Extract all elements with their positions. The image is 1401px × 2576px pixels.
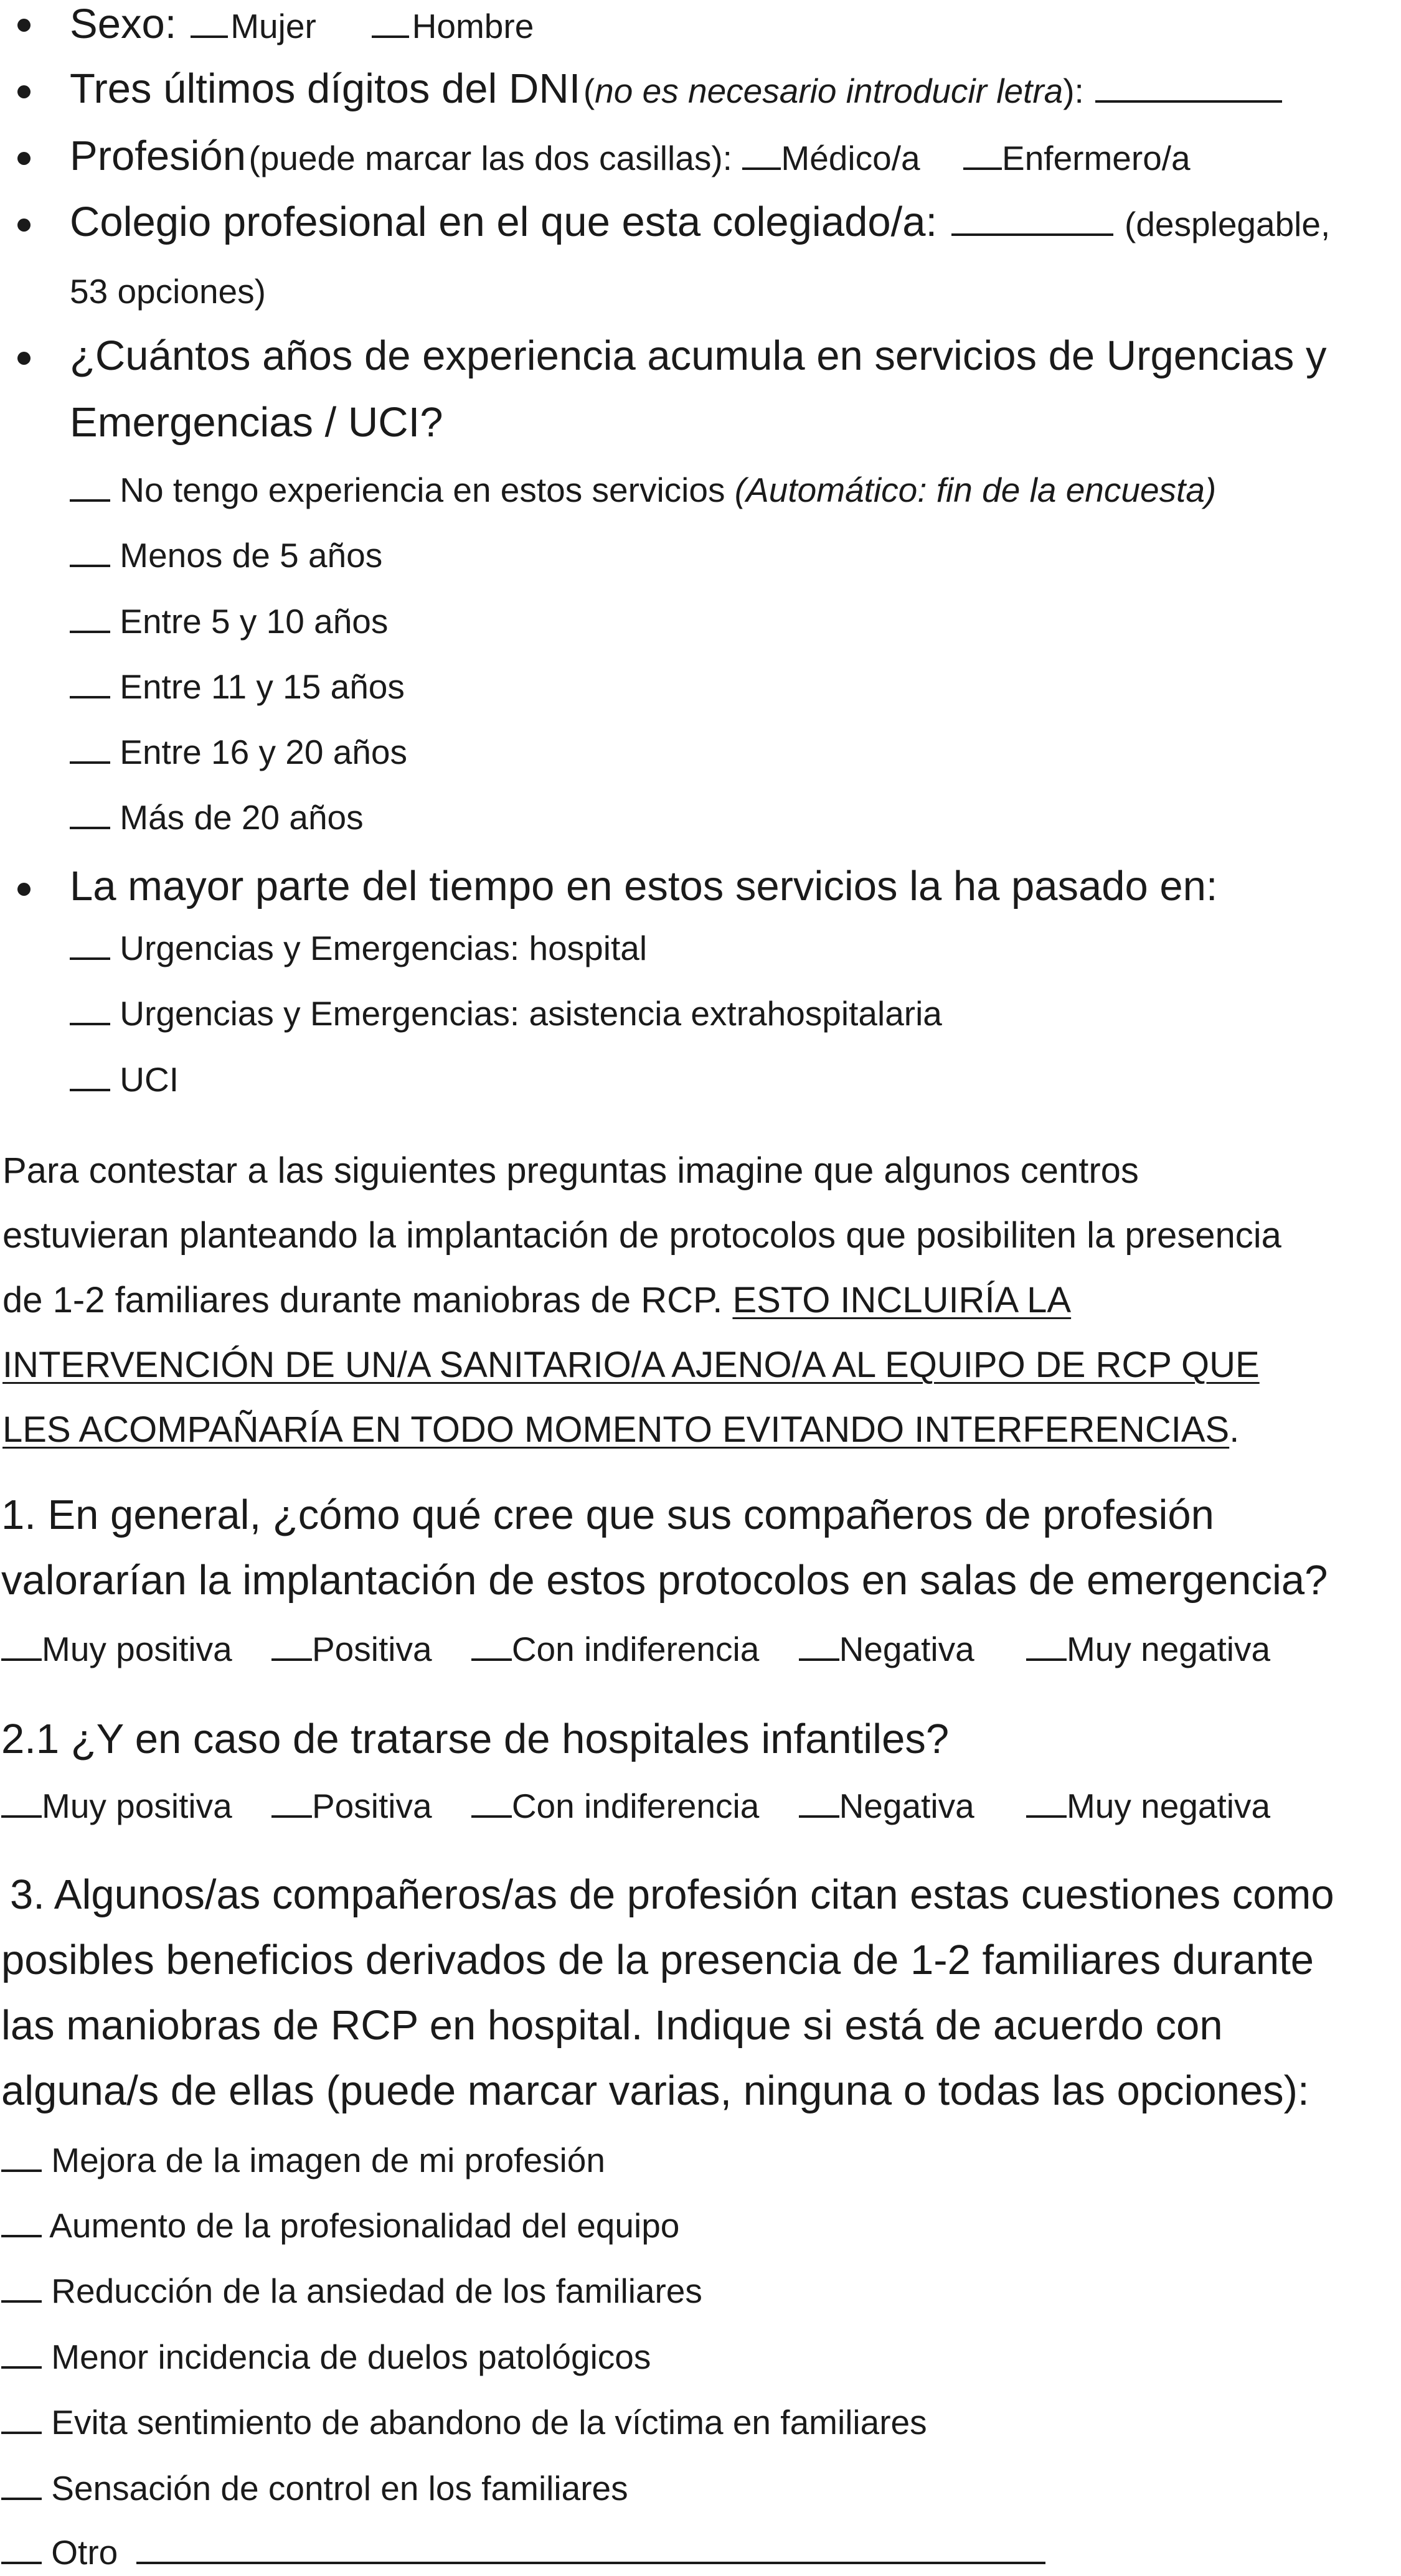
experience-option-label: Menos de 5 años xyxy=(120,536,383,575)
bullet xyxy=(17,883,31,896)
intro-line: Para contestar a las siguientes preguntas imagine que algunos centros xyxy=(2,1150,1139,1191)
q2-option[interactable]: Positiva xyxy=(311,1787,432,1825)
q2-option[interactable]: Negativa xyxy=(839,1787,974,1825)
q1-option[interactable]: Negativa xyxy=(839,1630,974,1668)
q3-option[interactable] xyxy=(1,2402,927,2442)
experience-option[interactable] xyxy=(70,601,388,641)
intro-period: . xyxy=(1229,1409,1240,1450)
q3-text: posibles beneficios derivados de la presencia de 1-2 familiares durante xyxy=(1,1937,1314,1983)
profession-label: Profesión xyxy=(70,133,247,179)
checkbox-blank[interactable] xyxy=(1,1631,42,1661)
service-option[interactable] xyxy=(70,1060,179,1099)
dni-input[interactable] xyxy=(1095,92,1282,103)
bullet xyxy=(17,219,31,232)
service-question: La mayor parte del tiempo en estos servicios la ha pasado en: xyxy=(70,863,1218,910)
q3-option-label: Aumento de la profesionalidad del equipo xyxy=(49,2206,680,2245)
q3-text: alguna/s de ellas (puede marcar varias, ninguna o todas las opciones): xyxy=(1,2067,1309,2114)
experience-auto-note: (Automático: fin de la encuesta) xyxy=(734,471,1217,509)
q1-option[interactable]: Muy positiva xyxy=(42,1630,232,1668)
intro-emphasis: ESTO INCLUIRÍA LA xyxy=(732,1280,1072,1320)
checkbox-blank[interactable] xyxy=(1026,1631,1067,1661)
dni-item: Tres últimos dígitos del DNI (no es necesario introducir letra): xyxy=(70,65,1282,113)
experience-option[interactable] xyxy=(70,732,407,772)
q2-options xyxy=(1,1786,1270,1826)
checkbox-blank[interactable] xyxy=(70,537,110,567)
sex-label: Sexo: xyxy=(70,1,177,47)
q2-option[interactable]: Con indiferencia xyxy=(511,1787,760,1825)
experience-option-label: Más de 20 años xyxy=(120,798,364,837)
q3-option-label: Otro xyxy=(51,2533,118,2572)
profession-blank-medico[interactable] xyxy=(742,159,781,170)
intro-line xyxy=(2,1409,1239,1450)
checkbox-blank[interactable] xyxy=(1,2207,42,2237)
q2-option[interactable]: Muy negativa xyxy=(1066,1787,1271,1825)
profession-blank-enfermero[interactable] xyxy=(963,159,1002,170)
checkbox-blank[interactable] xyxy=(70,995,110,1025)
college-note: (desplegable, xyxy=(1125,205,1331,243)
sex-blank-hombre[interactable] xyxy=(372,27,409,38)
checkbox-blank[interactable] xyxy=(1026,1788,1067,1818)
checkbox-blank[interactable] xyxy=(471,1788,512,1818)
service-option[interactable] xyxy=(70,994,942,1033)
bullet xyxy=(17,352,31,365)
bullet xyxy=(17,85,31,98)
college-dropdown[interactable] xyxy=(951,225,1113,236)
q3-option-label: Mejora de la imagen de mi profesión xyxy=(51,2141,605,2179)
checkbox-blank[interactable] xyxy=(70,603,110,633)
checkbox-blank[interactable] xyxy=(1,1788,42,1818)
q3-option[interactable] xyxy=(1,2206,679,2245)
checkbox-blank[interactable] xyxy=(70,930,110,960)
q1-text: valorarían la implantación de estos protocolos en salas de emergencia? xyxy=(1,1557,1328,1604)
bullet xyxy=(17,152,31,165)
q1-option[interactable]: Muy negativa xyxy=(1066,1630,1271,1668)
dni-note: no es necesario introducir letra xyxy=(595,72,1064,110)
sex-option-hombre: Hombre xyxy=(412,7,534,45)
intro-line xyxy=(2,1279,1071,1321)
profession-item xyxy=(70,132,1191,180)
experience-option-label: No tengo experiencia en estos servicios xyxy=(120,471,725,509)
sex-item xyxy=(70,0,534,48)
experience-option[interactable] xyxy=(70,797,364,837)
experience-option-label: Entre 11 y 15 años xyxy=(120,667,405,706)
college-label: Colegio profesional en el que esta colegiado/a: xyxy=(70,199,938,245)
experience-option[interactable] xyxy=(70,667,405,707)
checkbox-blank[interactable] xyxy=(1,2470,42,2500)
experience-option-label: Entre 16 y 20 años xyxy=(120,733,407,771)
checkbox-blank[interactable] xyxy=(271,1788,312,1818)
q2-text: 2.1 ¿Y en caso de tratarse de hospitales infantiles? xyxy=(1,1716,950,1762)
checkbox-blank[interactable] xyxy=(1,2404,42,2434)
checkbox-blank[interactable] xyxy=(1,2273,42,2303)
experience-option-label: Entre 5 y 10 años xyxy=(120,602,389,641)
checkbox-blank[interactable] xyxy=(1,2142,42,2172)
dni-label: Tres últimos dígitos del DNI xyxy=(70,65,581,112)
intro-line: estuvieran planteando la implantación de protocolos que posibiliten la presencia xyxy=(2,1215,1281,1256)
college-item xyxy=(70,198,1330,246)
q3-option-other[interactable] xyxy=(1,2532,1045,2572)
q1-option[interactable]: Positiva xyxy=(311,1630,432,1668)
service-option-label: Urgencias y Emergencias: hospital xyxy=(120,929,648,967)
q1-option[interactable]: Con indiferencia xyxy=(511,1630,760,1668)
checkbox-blank[interactable] xyxy=(271,1631,312,1661)
q2-option[interactable]: Muy positiva xyxy=(42,1787,232,1825)
checkbox-blank[interactable] xyxy=(70,669,110,698)
sex-blank-mujer[interactable] xyxy=(191,27,228,38)
dni-colon: ): xyxy=(1063,72,1084,110)
experience-question-cont: Emergencias / UCI? xyxy=(70,399,443,446)
checkbox-blank[interactable] xyxy=(1,2534,42,2564)
service-option-label: UCI xyxy=(120,1060,179,1099)
q3-option-label: Evita sentimiento de abandono de la víctima en familiares xyxy=(51,2403,927,2442)
q1-text: 1. En general, ¿cómo qué cree que sus compañeros de profesión xyxy=(1,1492,1214,1538)
q3-option-label: Menor incidencia de duelos patológicos xyxy=(51,2338,651,2376)
intro-emphasis: LES ACOMPAÑARÍA EN TODO MOMENTO EVITANDO INTERFERENCIAS xyxy=(2,1409,1230,1450)
q3-option[interactable] xyxy=(1,2140,605,2180)
checkbox-blank[interactable] xyxy=(1,2339,42,2369)
college-note-cont: 53 opciones) xyxy=(70,272,266,311)
intro-plain: de 1-2 familiares durante maniobras de RCP. xyxy=(2,1280,733,1320)
q3-option-label: Reducción de la ansiedad de los familiares xyxy=(51,2272,702,2310)
experience-option[interactable] xyxy=(70,470,1216,510)
q3-text: las maniobras de RCP en hospital. Indique si está de acuerdo con xyxy=(1,2002,1223,2049)
service-option-label: Urgencias y Emergencias: asistencia extrahospitalaria xyxy=(120,994,942,1033)
service-option[interactable] xyxy=(70,928,647,968)
q3-option[interactable] xyxy=(1,2468,628,2508)
checkbox-blank[interactable] xyxy=(70,1061,110,1091)
profession-note: (puede marcar las dos casillas): xyxy=(248,139,732,177)
checkbox-blank[interactable] xyxy=(70,799,110,829)
q3-text: 3. Algunos/as compañeros/as de profesión citan estas cuestiones como xyxy=(10,1871,1334,1918)
q1-options xyxy=(1,1629,1270,1669)
checkbox-blank[interactable] xyxy=(799,1788,839,1818)
q3-option[interactable] xyxy=(1,2337,651,2377)
checkbox-blank[interactable] xyxy=(799,1631,839,1661)
checkbox-blank[interactable] xyxy=(70,472,110,502)
profession-option-medico: Médico/a xyxy=(781,139,920,177)
sex-option-mujer: Mujer xyxy=(230,7,316,45)
experience-question: ¿Cuántos años de experiencia acumula en servicios de Urgencias y xyxy=(70,332,1327,379)
q3-option[interactable] xyxy=(1,2271,702,2311)
bullet xyxy=(17,19,31,32)
q3-option-label: Sensación de control en los familiares xyxy=(51,2469,628,2508)
experience-option[interactable] xyxy=(70,535,382,575)
profession-option-enfermero: Enfermero/a xyxy=(1002,139,1191,177)
checkbox-blank[interactable] xyxy=(70,734,110,764)
intro-emphasis: INTERVENCIÓN DE UN/A SANITARIO/A AJENO/A AL EQUIPO DE RCP QUE xyxy=(2,1345,1260,1385)
other-input[interactable] xyxy=(136,2534,1045,2564)
checkbox-blank[interactable] xyxy=(471,1631,512,1661)
